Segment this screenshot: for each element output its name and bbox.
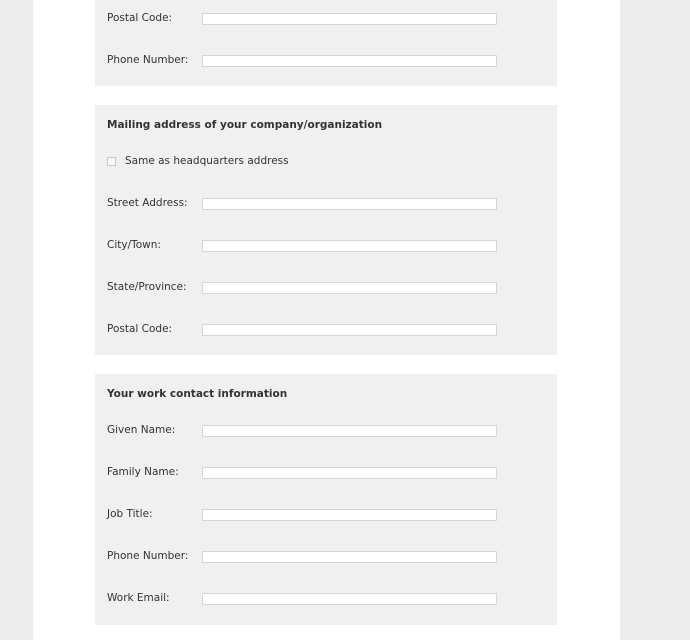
given-name-input[interactable] [202,425,497,437]
work-contact-section [95,374,557,625]
city-town-label: City/Town: [107,239,161,251]
work-email-label: Work Email: [107,592,170,604]
mailing-state-province-input[interactable] [202,282,497,294]
job-title-label: Job Title: [107,508,153,520]
hq-postal-code-input[interactable] [202,13,497,25]
mailing-section-title: Mailing address of your company/organization [107,119,383,131]
headquarters-address-section [95,0,557,86]
contact-section-title: Your work contact information [107,388,288,400]
family-name-label: Family Name: [107,466,179,478]
contact-phone-number-input[interactable] [202,551,497,563]
mailing-street-address-input[interactable] [202,198,497,210]
same-as-hq-row[interactable] [107,155,289,167]
phone-number-label: Phone Number: [107,54,189,66]
form-page [33,0,620,640]
postal-code-label: Postal Code: [107,12,173,24]
street-address-label: Street Address: [107,197,188,209]
mailing-postal-code-input[interactable] [202,324,497,336]
work-email-input[interactable] [202,593,497,605]
same-as-hq-checkbox[interactable] [107,157,116,166]
hq-phone-number-input[interactable] [202,55,497,67]
phone-number-label: Phone Number: [107,550,189,562]
family-name-input[interactable] [202,467,497,479]
mailing-address-section [95,105,557,355]
given-name-label: Given Name: [107,424,176,436]
mailing-city-town-input[interactable] [202,240,497,252]
job-title-input[interactable] [202,509,497,521]
postal-code-label: Postal Code: [107,323,173,335]
state-province-label: State/Province: [107,281,187,293]
same-as-hq-label[interactable]: Same as headquarters address [125,155,289,167]
